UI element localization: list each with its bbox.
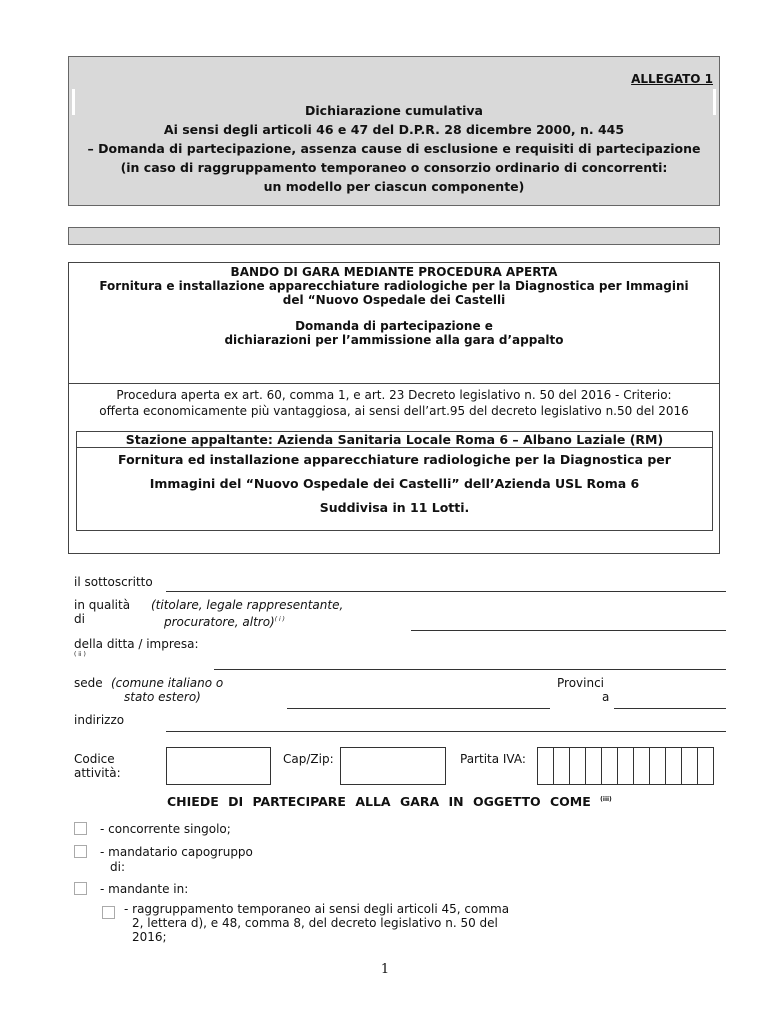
sede-label: sede: [74, 676, 103, 690]
stazione-title: Stazione appaltante: Azienda Sanitaria Locale Roma 6 – Albano Laziale (RM): [77, 432, 712, 448]
qualita-hint: (titolare, legale rappresentante,: [151, 598, 344, 612]
page-number: 1: [380, 962, 390, 977]
bando-title: BANDO DI GARA MEDIANTE PROCEDURA APERTA: [230, 265, 558, 279]
separator-bar: [68, 227, 720, 245]
provincia-label: Provinci: [557, 676, 605, 690]
sede-input[interactable]: [287, 708, 550, 709]
indirizzo-label: indirizzo: [74, 713, 125, 727]
chiede-text: CHIEDE DI PARTECIPARE ALLA GARA IN OGGETTO COME: [167, 794, 591, 809]
concorrente-singolo-checkbox[interactable]: [74, 822, 87, 835]
piva-digit-cell[interactable]: [553, 747, 570, 785]
procedura-text: [69, 387, 719, 419]
piva-digit-cell[interactable]: [585, 747, 602, 785]
bando-box: [68, 262, 720, 554]
cap-input[interactable]: [340, 747, 446, 785]
bando-fornitura: Fornitura e installazione apparecchiature radiologiche per la Diagnostica per Immagini: [99, 279, 689, 293]
qualita-input[interactable]: [411, 630, 726, 631]
sede-hint: stato estero): [124, 690, 201, 704]
piva-digit-cell[interactable]: [569, 747, 586, 785]
chiede-heading: [167, 794, 612, 809]
piva-digit-cell[interactable]: [681, 747, 698, 785]
stazione-line: Immagini del “Nuovo Ospedale dei Castelli” dell’Azienda USL Roma 6: [149, 476, 640, 491]
piva-digit-cell[interactable]: [633, 747, 650, 785]
procedura-line: Procedura aperta ex art. 60, comma 1, e art. 23 Decreto legislativo n. 50 del 2016 - Criterio:: [116, 388, 672, 402]
cap-label: Cap/Zip:: [283, 752, 334, 766]
qualita-hint: [164, 612, 285, 630]
bando-domanda: Domanda di partecipazione e: [295, 319, 493, 333]
codice-attivita-input[interactable]: [166, 747, 271, 785]
piva-digit-cell[interactable]: [649, 747, 666, 785]
mandante-checkbox[interactable]: [74, 882, 87, 895]
divider: [69, 383, 719, 384]
option-label: 2, lettera d), e 48, comma 8, del decreto legislativo n. 50 del: [132, 916, 498, 930]
footnote-ref: (iii): [600, 795, 612, 803]
footnote-ref: ( ii ): [74, 651, 86, 658]
option-label: - mandante in:: [100, 882, 189, 896]
provincia-input[interactable]: [614, 708, 726, 709]
option-label: 2016;: [132, 930, 167, 944]
declaration-header: [69, 101, 719, 196]
sottoscritto-input[interactable]: [166, 591, 726, 592]
header-line: un modello per ciascun componente): [263, 179, 525, 194]
option-label: - mandatario capogruppo: [100, 845, 253, 859]
ditta-label: della ditta / impresa:: [74, 637, 199, 651]
allegato-header-box: [68, 56, 720, 206]
piva-digit-cell[interactable]: [601, 747, 618, 785]
bando-fornitura: del “Nuovo Ospedale dei Castelli: [282, 293, 506, 307]
allegato-label: ALLEGATO 1: [631, 72, 713, 86]
footnote-ref: ( i ): [274, 616, 285, 623]
indirizzo-input[interactable]: [166, 731, 726, 732]
codice-label: Codice: [74, 752, 115, 766]
raggruppamento-checkbox[interactable]: [102, 906, 115, 919]
mandatario-checkbox[interactable]: [74, 845, 87, 858]
piva-digit-cell[interactable]: [537, 747, 554, 785]
sede-hint: (comune italiano o: [111, 676, 224, 690]
piva-digit-cell[interactable]: [665, 747, 682, 785]
option-label: - concorrente singolo;: [100, 822, 231, 836]
piva-digit-cell[interactable]: [617, 747, 634, 785]
sottoscritto-label: il sottoscritto: [74, 575, 153, 589]
qualita-hint-text: procuratore, altro): [164, 615, 275, 629]
procedura-line: offerta economicamente più vantaggiosa, ai sensi dell’art.95 del decreto legislativo n.50 del 2016: [99, 404, 689, 418]
stazione-line: Fornitura ed installazione apparecchiature radiologiche per la Diagnostica per: [118, 452, 671, 467]
qualita-label: in qualità: [74, 598, 131, 612]
option-label: - raggruppamento temporaneo ai sensi degli articoli 45, comma: [124, 902, 510, 916]
bando-domanda: dichiarazioni per l’ammissione alla gara d’appalto: [224, 333, 564, 347]
bando-heading: [69, 265, 719, 347]
provincia-label: a: [602, 690, 610, 704]
ditta-input[interactable]: [214, 669, 726, 670]
header-line: (in caso di raggruppamento temporaneo o consorzio ordinario di concorrenti:: [120, 160, 668, 175]
stazione-box: [76, 431, 713, 531]
option-label: di:: [110, 860, 125, 874]
codice-label: attività:: [74, 766, 121, 780]
qualita-label: di: [74, 612, 85, 626]
header-line: Dichiarazione cumulativa: [305, 103, 483, 118]
header-line: – Domanda di partecipazione, assenza cause di esclusione e requisiti di partecipazione: [87, 141, 701, 156]
stazione-line: Suddivisa in 11 Lotti.: [319, 500, 470, 515]
partita-iva-input[interactable]: [537, 747, 713, 785]
piva-digit-cell[interactable]: [697, 747, 714, 785]
stazione-description: [77, 448, 712, 520]
header-line: Ai sensi degli articoli 46 e 47 del D.P.R. 28 dicembre 2000, n. 445: [163, 122, 625, 137]
partita-iva-label: Partita IVA:: [460, 752, 526, 766]
